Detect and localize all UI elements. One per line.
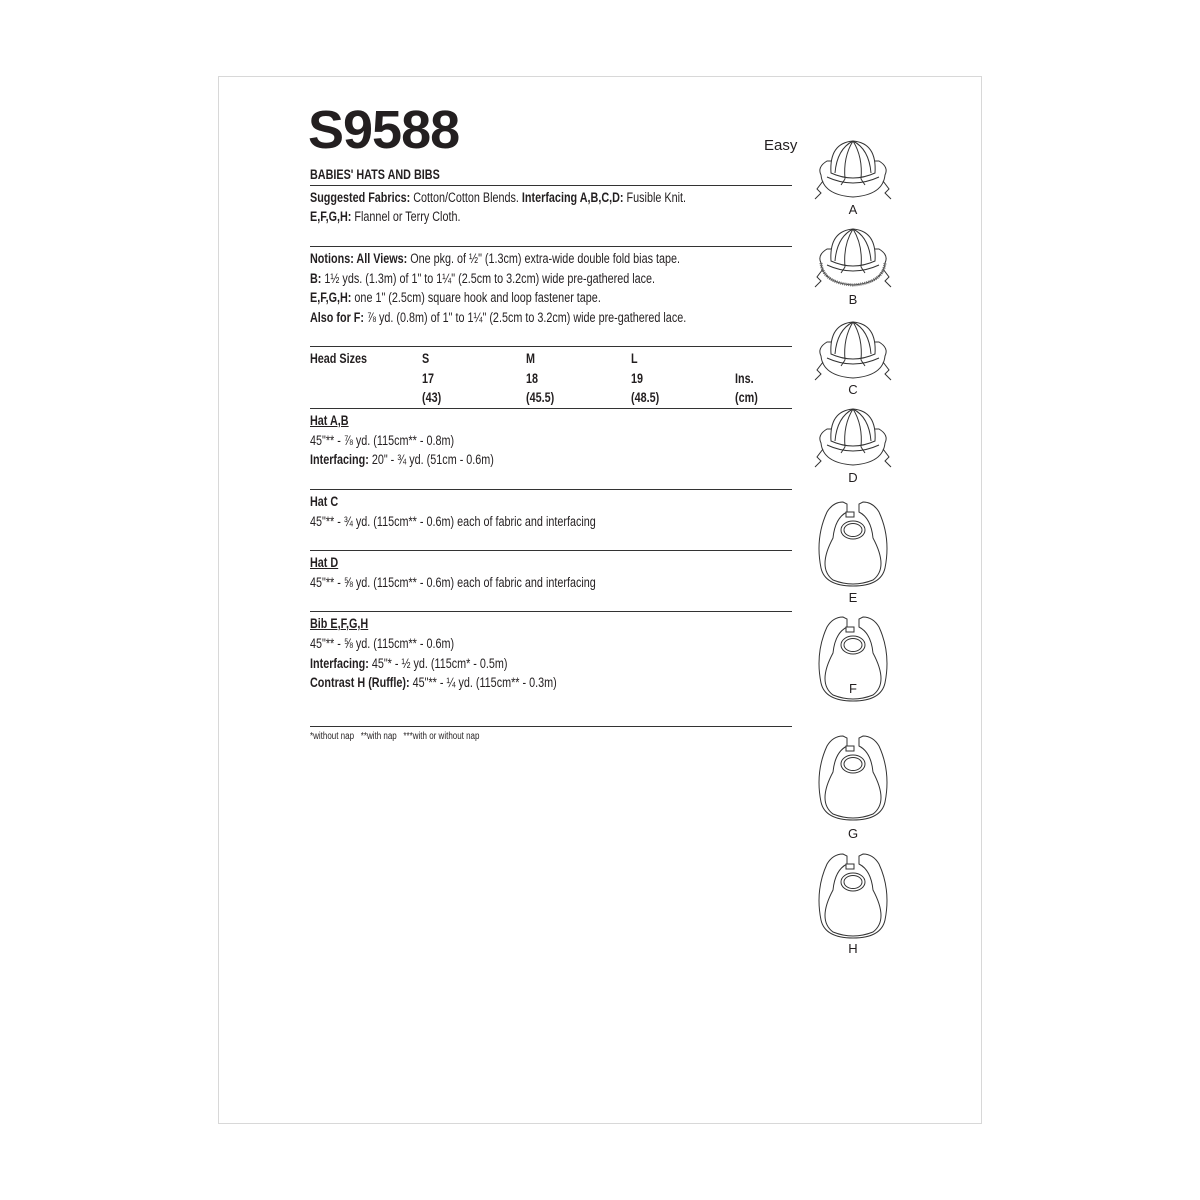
size-in: 17	[422, 371, 435, 386]
pattern-title: BABIES' HATS AND BIBS	[310, 167, 440, 182]
text: 20" - ¾ yd. (51cm - 0.6m)	[371, 452, 494, 467]
label: Interfacing:	[310, 656, 369, 671]
hat-view-a-illustration	[813, 137, 893, 207]
divider	[310, 246, 792, 247]
footnote: *without nap	[310, 731, 355, 742]
hat-view-d-illustration	[813, 405, 893, 475]
view-label: A	[848, 202, 858, 217]
footnote: **with nap	[360, 731, 397, 742]
text: one 1" (2.5cm) square hook and loop fastener tape.	[354, 290, 601, 305]
text: Fusible Knit.	[626, 190, 686, 205]
notions-line	[310, 310, 686, 326]
yardage-line: 45"** - ⅞ yd. (115cm** - 0.8m)	[310, 433, 455, 448]
view-label: B	[848, 292, 858, 307]
label: Interfacing A,B,C,D:	[521, 190, 624, 205]
text: 45"* - ½ yd. (115cm* - 0.5m)	[371, 656, 508, 671]
view-label: E	[848, 590, 858, 605]
label: Also for F:	[310, 310, 364, 325]
size-m: M	[526, 351, 535, 366]
text: 45"** - ¼ yd. (115cm** - 0.3m)	[412, 675, 557, 690]
yardage-line: 45"** - ⅝ yd. (115cm** - 0.6m) each of fabric and interfacing	[310, 575, 596, 590]
section-heading: Hat C	[310, 494, 339, 509]
label: Interfacing:	[310, 452, 369, 467]
difficulty-label: Easy	[764, 137, 798, 154]
divider	[310, 550, 792, 551]
view-label: C	[848, 382, 858, 397]
hat-view-c-illustration	[813, 318, 893, 388]
head-sizes-label: Head Sizes	[310, 351, 368, 366]
size-s: S	[422, 351, 430, 366]
bib-view-g-illustration	[813, 732, 893, 822]
yardage-line: 45"** - ⅝ yd. (115cm** - 0.6m)	[310, 636, 455, 651]
label: E,F,G,H:	[310, 209, 352, 224]
text: Cotton/Cotton Blends.	[413, 190, 519, 205]
label: B:	[310, 271, 322, 286]
yardage-line	[310, 656, 508, 672]
divider	[310, 489, 792, 490]
fabrics-line-1	[310, 190, 686, 206]
notions-line	[310, 290, 601, 306]
divider	[310, 346, 792, 347]
size-cm: (43)	[422, 390, 442, 405]
yardage-line: 45"** - ¾ yd. (115cm** - 0.6m) each of fabric and interfacing	[310, 514, 596, 529]
pattern-number: S9588	[308, 100, 460, 160]
text: 1½ yds. (1.3m) of 1" to 1¼" (2.5cm to 3.2cm) wide pre-gathered lace.	[324, 271, 656, 286]
text: Flannel or Terry Cloth.	[354, 209, 461, 224]
divider	[310, 408, 792, 409]
size-cm: (45.5)	[526, 390, 555, 405]
unit-cm: (cm)	[735, 390, 758, 405]
section-heading: Bib E,F,G,H	[310, 616, 369, 631]
section-heading: Hat A,B	[310, 413, 349, 428]
unit-inches: Ins.	[735, 371, 754, 386]
size-cm: (48.5)	[631, 390, 660, 405]
section-heading: Hat D	[310, 555, 339, 570]
footnotes	[310, 729, 479, 745]
footnote: ***with or without nap	[403, 731, 480, 742]
fabrics-line-2	[310, 209, 460, 225]
notions-line	[310, 251, 680, 267]
size-in: 19	[631, 371, 644, 386]
divider	[310, 611, 792, 612]
view-label: F	[849, 681, 857, 696]
divider	[310, 185, 792, 186]
yardage-line	[310, 675, 557, 691]
label: Suggested Fabrics:	[310, 190, 411, 205]
size-l: L	[631, 351, 638, 366]
yardage-line	[310, 452, 494, 468]
text: ⅞ yd. (0.8m) of 1" to 1¼" (2.5cm to 3.2cm) wide pre-gathered lace.	[367, 310, 687, 325]
bib-view-h-illustration	[813, 850, 893, 940]
notions-line	[310, 271, 655, 287]
label: E,F,G,H:	[310, 290, 352, 305]
label: Notions: All Views:	[310, 251, 408, 266]
label: Contrast H (Ruffle):	[310, 675, 410, 690]
view-label: D	[848, 470, 858, 485]
divider	[310, 726, 792, 727]
view-label: H	[848, 941, 858, 956]
bib-view-e-illustration	[813, 498, 893, 588]
hat-view-b-illustration	[813, 225, 893, 295]
view-label: G	[847, 826, 859, 841]
text: One pkg. of ½" (1.3cm) extra-wide double fold bias tape.	[410, 251, 681, 266]
size-in: 18	[526, 371, 539, 386]
